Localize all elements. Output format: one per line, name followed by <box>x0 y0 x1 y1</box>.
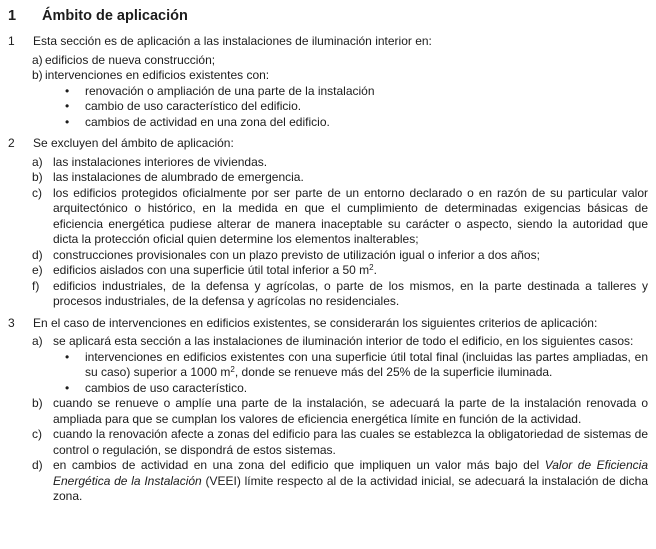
superscript: 2 <box>230 365 235 374</box>
list-item-label: c) <box>32 427 42 441</box>
list-item-label: a) <box>32 334 43 348</box>
list-item-3a <box>32 334 648 350</box>
bullet-item <box>65 99 648 115</box>
list-item-text: intervenciones en edificios existentes con: <box>45 68 270 82</box>
paragraph-intro-text: Esta sección es de aplicación a las instalaciones de iluminación interior en: <box>33 34 432 48</box>
list-item-label: d) <box>32 458 43 472</box>
bullet-icon: • <box>65 99 70 113</box>
bullet-item <box>65 381 648 397</box>
paragraph-number: 1 <box>8 34 15 48</box>
bullet-icon: • <box>65 380 70 395</box>
bullet-item <box>65 84 648 100</box>
list-item-2d <box>32 248 648 264</box>
bullet-icon: • <box>65 349 70 364</box>
bullet-item <box>65 350 648 381</box>
list-item-label: b) <box>32 396 43 410</box>
paragraph-3 <box>8 316 648 505</box>
list-item-2c <box>32 186 648 248</box>
list-item-text: cuando la renovación afecte a zonas del edificio para las cuales se establezca la obligatoriedad de sistemas de control o regulación, se dispondrá de estos sistemas. <box>53 427 648 457</box>
list-item-label: e) <box>32 263 43 277</box>
list-item-2b <box>32 170 648 186</box>
list-item-3d <box>32 458 648 505</box>
list-item-text: cuando se renueve o amplíe una parte de la instalación, se adecuará la parte de la instalación renovada o ampliada para que se cumplan los valores de eficiencia energética límite en función de la actividad. <box>53 396 648 426</box>
text-segment: intervenciones en edificios existentes con una superficie útil total final (incluidas las partes ampliadas, en su caso) superior a 1000 m <box>85 349 648 379</box>
bullet-text: cambios de uso característico. <box>85 380 248 395</box>
paragraph-2-intro-row <box>8 136 648 152</box>
list-item-2e <box>32 263 648 279</box>
list-item-label: f) <box>32 278 40 293</box>
list-item-text <box>53 263 648 279</box>
superscript: 2 <box>369 263 374 272</box>
bullet-text: cambio de uso característico del edificio. <box>85 99 302 113</box>
list-item-label: a) <box>32 154 43 169</box>
list-item-text: se aplicará esta sección a las instalaciones de iluminación interior de todo el edificio, en los siguientes casos: <box>53 334 634 348</box>
paragraph-1-items <box>32 53 648 131</box>
list-item-label: b) <box>32 170 43 184</box>
text-segment: . <box>373 263 377 277</box>
bullet-text: renovación o ampliación de una parte de la instalación <box>85 83 375 98</box>
text-segment: edificios aislados con una superficie útil total inferior a 50 m <box>53 263 370 277</box>
list-item-label: a) <box>32 52 43 67</box>
paragraph-intro-text: Se excluyen del ámbito de aplicación: <box>33 136 234 150</box>
bullet-list <box>65 350 648 397</box>
italic-term: Valor de Eficiencia Energética de la Instalación <box>53 458 648 488</box>
list-item-label: c) <box>32 185 42 200</box>
paragraph-number: 2 <box>8 136 15 150</box>
bullet-list <box>65 84 648 131</box>
text-segment: , donde se renueve más del 25% de la superficie iluminada. <box>234 365 553 379</box>
bullet-item <box>65 115 648 131</box>
paragraph-number: 3 <box>8 315 15 330</box>
list-item-1b <box>32 68 648 84</box>
paragraph-3-items <box>32 334 648 505</box>
paragraph-1-intro-row <box>8 34 648 50</box>
list-item-text: las instalaciones de alumbrado de emergencia. <box>53 170 304 184</box>
list-item-1a <box>32 53 648 69</box>
paragraph-2 <box>8 136 648 310</box>
list-item-label: b) <box>32 68 43 82</box>
paragraph-1 <box>8 34 648 130</box>
paragraph-intro-text: En el caso de intervenciones en edificios existentes, se considerarán los siguientes criterios de aplicación: <box>33 315 598 330</box>
bullet-text: cambios de actividad en una zona del edificio. <box>85 114 330 129</box>
list-item-text: edificios industriales, de la defensa y agrícolas, o parte de los mismos, en la parte destinada a talleres y procesos industriales, de la defensa y agrícolas no residenciales. <box>53 278 648 308</box>
text-segment: en cambios de actividad en una zona del edificio que impliquen un valor más bajo del <box>53 458 545 472</box>
list-item-text: los edificios protegidos oficialmente por ser parte de un entorno declarado o en razón de su particular valor arquitectónico o histórico, en la medida en que el cumplimiento de determinadas exigencias básicas de eficiencia energética pudiese alterar de manera inaceptable su carácter o aspecto, siendo la autoridad que dicta la protección oficial quien determine los elementos inalterables; <box>53 185 648 246</box>
list-item-3c <box>32 427 648 458</box>
section-heading-number: 1 <box>8 8 17 24</box>
list-item-label: d) <box>32 247 43 262</box>
list-item-text: construcciones provisionales con un plazo previsto de utilización igual o inferior a dos años; <box>53 247 540 262</box>
bullet-icon: • <box>65 114 70 129</box>
bullet-text <box>85 350 648 381</box>
list-item-text: edificios de nueva construcción; <box>45 52 216 67</box>
bullet-icon: • <box>65 83 70 98</box>
paragraph-3-intro-row <box>8 316 648 332</box>
section-heading-title: Ámbito de aplicación <box>42 8 188 24</box>
list-item-text <box>53 458 648 505</box>
paragraph-2-items <box>32 155 648 310</box>
text-segment: (VEEI) límite respecto al de la actividad inicial, se adecuará la instalación de dicha zona. <box>53 473 649 503</box>
list-item-2a <box>32 155 648 171</box>
section-heading <box>8 8 648 25</box>
list-item-text: las instalaciones interiores de viviendas. <box>53 154 268 169</box>
list-item-2f <box>32 279 648 310</box>
list-item-3b <box>32 396 648 427</box>
